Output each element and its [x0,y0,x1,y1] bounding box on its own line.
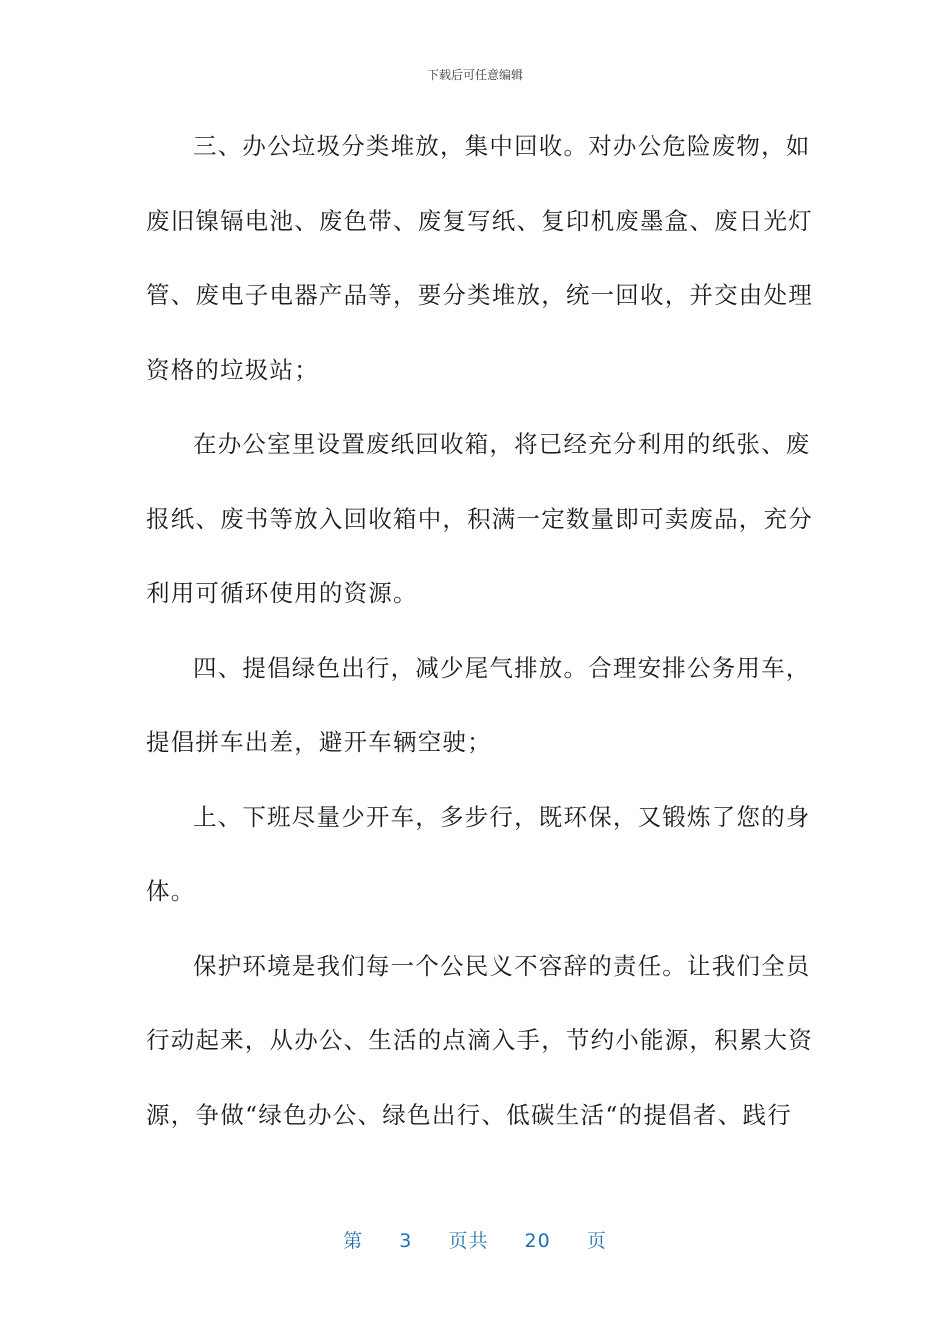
text-line: 源，争做“绿色办公、绿色出行、低碳生活“的提倡者、践行 [146,1100,792,1129]
text-line: 提倡拼车出差，避开车辆空驶； [146,728,492,756]
text-line: 四、提倡绿色出行，减少尾气排放。合理安排公务用车， [193,653,811,682]
text-line: 管、废电子电器产品等，要分类堆放，统一回收，并交由处理 [146,281,813,309]
footer-prefix: 第 [343,1230,364,1252]
paragraph [146,795,811,944]
text-line: 在办公室里设置废纸回收箱，将已经充分利用的纸张、废 [193,430,811,458]
paragraph [146,944,813,1168]
text-line: 报纸、废书等放入回收箱中，积满一定数量即可卖废品，充分 [146,504,813,533]
text-line: 保护环境是我们每一个公民义不容辞的责任。让我们全员 [193,951,811,980]
text-line: 利用可循环使用的资源。 [146,579,418,607]
text-line: 行动起来，从办公、生活的点滴入手，节约小能源，积累大资 [146,1026,813,1054]
text-line: 三、办公垃圾分类堆放，集中回收。对办公危险废物，如 [193,132,811,160]
paragraph [146,124,813,422]
page-header: 下载后可任意编辑 [426,68,523,82]
total-pages-number: 20 [524,1230,551,1252]
paragraph [146,646,811,795]
text-line: 上、下班尽量少开车，多步行，既环保，又锻炼了您的身 [193,802,811,831]
text-line: 体。 [146,877,196,905]
footer-middle: 页共 [448,1230,489,1252]
page-footer [0,1226,950,1253]
text-line: 废旧镍镉电池、废色带、废复写纸、复印机废墨盒、废日光灯 [146,206,813,235]
footer-suffix: 页 [586,1230,607,1252]
current-page-number: 3 [399,1230,413,1252]
document-body [146,124,813,1167]
paragraph [146,422,813,646]
text-line: 资格的垃圾站； [146,355,319,384]
